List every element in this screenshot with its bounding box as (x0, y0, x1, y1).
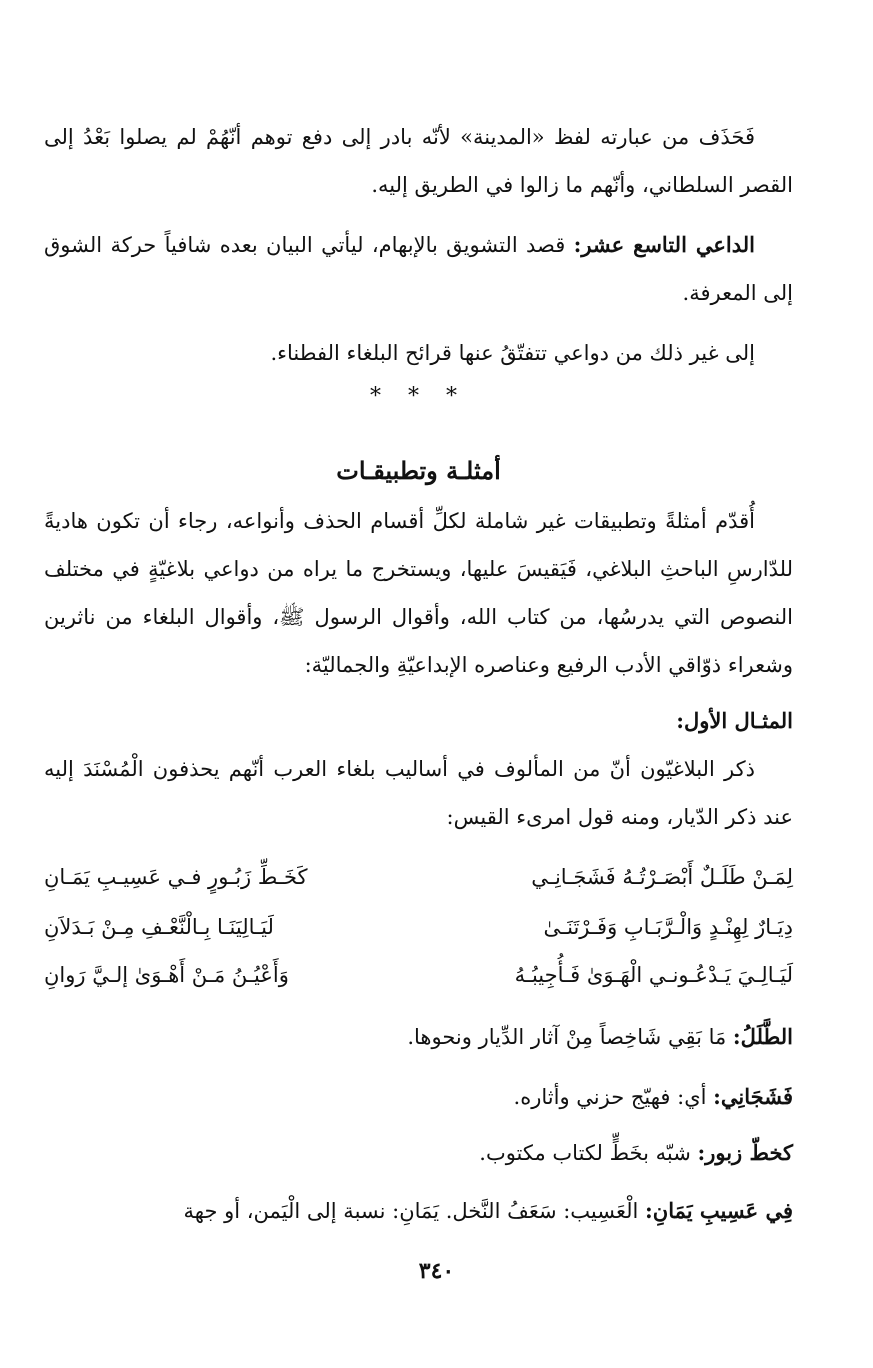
gloss-term: فَشَجَانِي: (713, 1084, 793, 1109)
paragraph-nineteenth-motive (44, 221, 793, 317)
gloss-text: أي: فهيّج حزني وأثاره. (513, 1085, 714, 1109)
gloss-text: شبّه بخَطٍّ لكتاب مكتوب. (479, 1141, 698, 1165)
gloss-term: كخطّ زبور: (697, 1140, 793, 1165)
section-title: أمثلـة وتطبيقـات (336, 456, 501, 485)
paragraph-example: ذكر البلاغيّون أنّ من المألوف في أساليب بلغاء العرب أنّهم يحذفون الْمُسْنَدَ إليه عند ذكر الدّيار، ومنه قول امرىء القيس: (44, 757, 793, 829)
verse-line (44, 903, 793, 951)
gloss-entry (44, 1073, 793, 1121)
paragraph-ellipsis-explanation: فَحَذَف من عبارته لفظ «المدينة» لأنّه بادر إلى دفع توهم أنّهُمْ لم يصلوا بَعْدُ إلى القصر السلطاني، وأنّهم ما زالوا في الطريق إليه. (44, 125, 793, 197)
paragraph-other-motives: إلى غير ذلك من دواعي تتفتّقُ عنها قرائح البلغاء الفطناء. (270, 341, 755, 365)
paragraph-intro: أُقدّم أمثلةً وتطبيقات غير شاملة لكلِّ أقسام الحذف وأنواعه، رجاء أن تكون هاديةً للدّارسِ الباحثِ البلاغي، فَيَقيسَ عليها، ويستخرج ما يراه من دواعي بلاغيّةٍ في مختلف النصوص التي يدرسُها، من كتاب الله، وأقوال الرسول ﷺ، وأقوال البلغاء من ناثرين وشعراء ذوّاقي الأدب الرفيع وعناصره الإبداعيّةِ والجماليّة: (44, 509, 793, 677)
verse-second-hemistich: كَخَـطِّ زَبُـورٍ فـي عَسِيـبِ يَمَـانِ (44, 865, 308, 889)
gloss-text: مَا بَقِي شَاخِصاً مِنْ آثار الدِّيار ونحوها. (407, 1025, 733, 1049)
example-title: المثـال الأول: (676, 708, 793, 733)
motive-text: قصد التشويق بالإبهام، ليأتي البيان بعده شافياً حركة الشوق إلى المعرفة. (44, 233, 793, 305)
verse-line (44, 853, 793, 901)
verse-first-hemistich: لَيَـالِـيَ يَـدْعُـونـي الْهَـوَىٰ فَـأُجِيبُـهُ (514, 963, 793, 987)
verse-second-hemistich: لَيَـالِيَنَـا بِـالْنَّعْـفِ مِـنْ بَـدَلاَنِ (44, 915, 274, 939)
gloss-text: الْعَسِيب: سَعَفُ النَّخل. يَمَانِ: نسبة إلى الْيَمن، أو جهة (183, 1199, 646, 1223)
verse-first-hemistich: دِيَـارٌ لِهِنْـدٍ وَالْـرَّبَـابِ وَفَـرْتَنَـىٰ (543, 915, 793, 939)
verse-second-hemistich: وَأَعْيُـنُ مَـنْ أَهْـوَىٰ إلـيَّ رَوانِ (44, 963, 289, 987)
gloss-entry (44, 1187, 793, 1235)
verse-first-hemistich: لِمَـنْ طَلَـلٌ أَبْصَـرْتُـهُ فَشَجَـانِـي (531, 865, 793, 889)
gloss-term: فِي عَسِيبِ يَمَانِ: (645, 1198, 793, 1223)
gloss-entry (44, 1129, 793, 1177)
motive-label: الداعي التاسع عشر: (573, 232, 755, 257)
page-number: ٣٤٠ (418, 1258, 455, 1284)
verse-line (44, 951, 793, 999)
gloss-term: الطَّلَلُ: (732, 1024, 793, 1049)
gloss-entry (44, 1013, 793, 1061)
section-separator: * * * (370, 384, 467, 409)
